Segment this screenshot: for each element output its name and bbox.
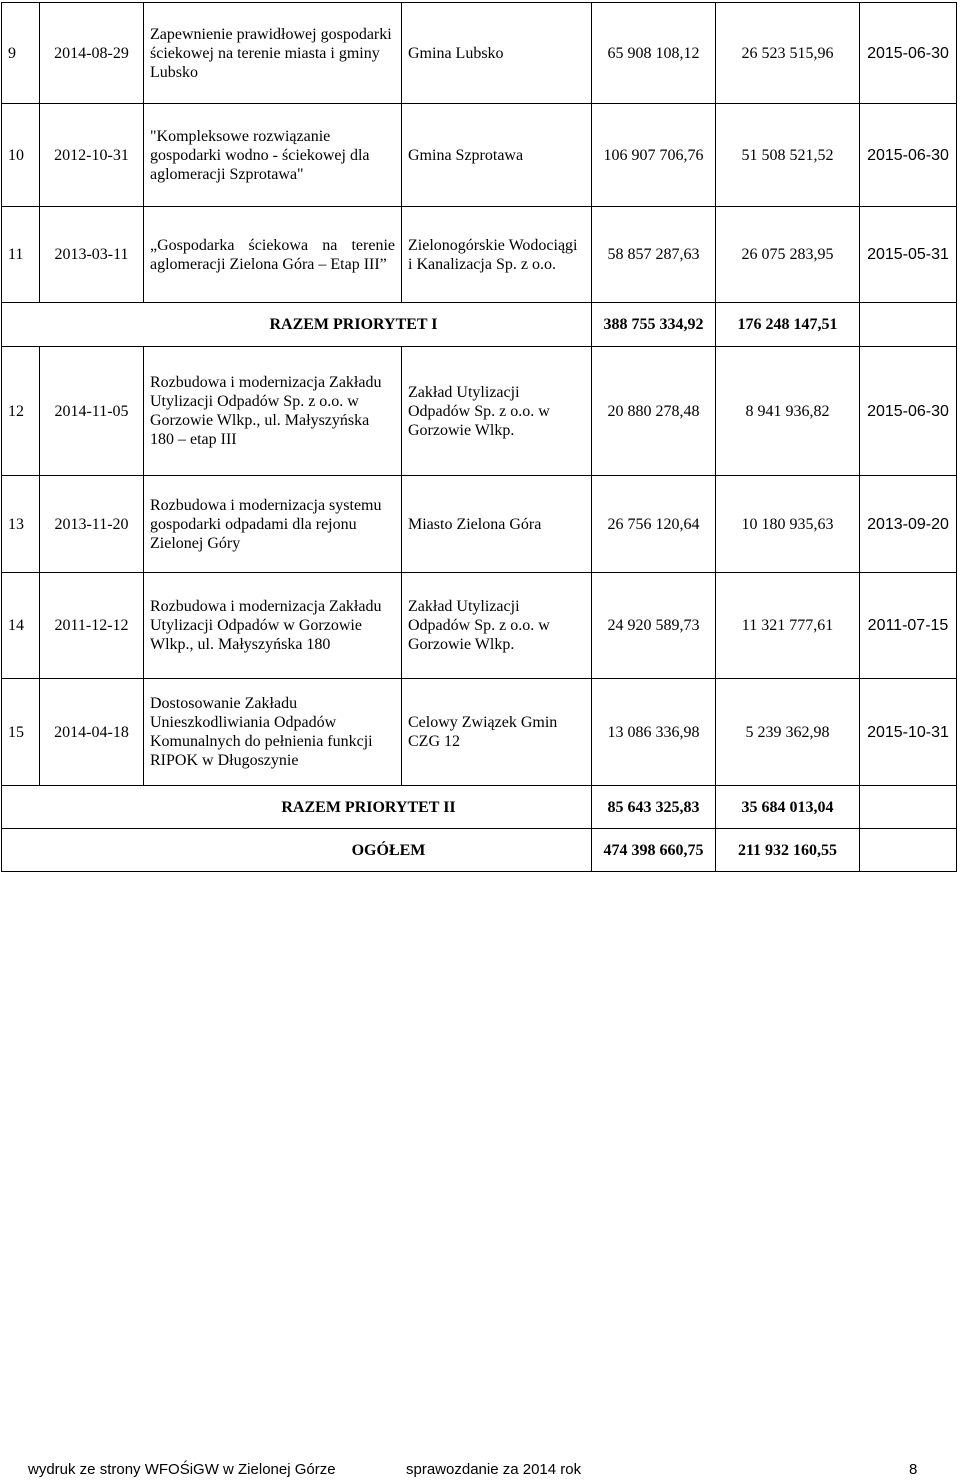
row-date: 2013-03-11 [40, 207, 144, 303]
funding-value: 51 508 521,52 [716, 104, 860, 207]
summary-label: RAZEM PRIORYTET I [2, 303, 592, 347]
page-footer [0, 1461, 960, 1481]
project-name: Rozbudowa i modernizacja Zakładu Utylizacji Odpadów Sp. z o.o. w Gorzowie Wlkp., ul. Małyszyńska 180 – etap III [144, 347, 402, 476]
end-date: 2015-06-30 [860, 104, 957, 207]
row-date: 2014-04-18 [40, 679, 144, 786]
table-row [2, 573, 957, 679]
table-row [2, 679, 957, 786]
summary-empty-cell [860, 829, 957, 872]
total-value: 24 920 589,73 [592, 573, 716, 679]
row-date: 2014-08-29 [40, 3, 144, 104]
summary-empty-cell [860, 786, 957, 829]
total-value: 26 756 120,64 [592, 476, 716, 573]
row-date: 2012-10-31 [40, 104, 144, 207]
table-row [2, 104, 957, 207]
row-number: 14 [2, 573, 40, 679]
beneficiary: Gmina Lubsko [402, 3, 592, 104]
beneficiary: Zakład Utylizacji Odpadów Sp. z o.o. w Gorzowie Wlkp. [402, 573, 592, 679]
beneficiary: Zielonogórskie Wodociągi i Kanalizacja Sp. z o.o. [402, 207, 592, 303]
funding-value: 5 239 362,98 [716, 679, 860, 786]
row-number: 12 [2, 347, 40, 476]
row-number: 11 [2, 207, 40, 303]
funding-value: 8 941 936,82 [716, 347, 860, 476]
project-name: „Gospodarka ściekowa na terenie aglomeracji Zielona Góra – Etap III” [144, 207, 402, 303]
total-value: 65 908 108,12 [592, 3, 716, 104]
end-date: 2015-06-30 [860, 3, 957, 104]
total-value: 58 857 287,63 [592, 207, 716, 303]
summary-empty-cell [860, 303, 957, 347]
table-row [2, 207, 957, 303]
summary-label: RAZEM PRIORYTET II [2, 786, 592, 829]
funding-value: 11 321 777,61 [716, 573, 860, 679]
row-date: 2014-11-05 [40, 347, 144, 476]
grand-total-label: OGÓŁEM [2, 829, 592, 872]
summary-total: 85 643 325,83 [592, 786, 716, 829]
total-value: 20 880 278,48 [592, 347, 716, 476]
grand-total-value: 474 398 660,75 [592, 829, 716, 872]
row-number: 13 [2, 476, 40, 573]
end-date: 2015-10-31 [860, 679, 957, 786]
table-row [2, 476, 957, 573]
row-date: 2013-11-20 [40, 476, 144, 573]
end-date: 2011-07-15 [860, 573, 957, 679]
row-number: 15 [2, 679, 40, 786]
table-row [2, 3, 957, 104]
summary-total: 388 755 334,92 [592, 303, 716, 347]
total-value: 106 907 706,76 [592, 104, 716, 207]
end-date: 2013-09-20 [860, 476, 957, 573]
beneficiary: Miasto Zielona Góra [402, 476, 592, 573]
page-number: 8 [909, 1461, 918, 1478]
funding-value: 26 523 515,96 [716, 3, 860, 104]
summary-funding: 176 248 147,51 [716, 303, 860, 347]
projects-table [1, 2, 957, 872]
funding-value: 26 075 283,95 [716, 207, 860, 303]
footer-report: sprawozdanie za 2014 rok [406, 1461, 582, 1478]
footer-source: wydruk ze strony WFOŚiGW w Zielonej Górze [28, 1461, 336, 1478]
row-number: 9 [2, 3, 40, 104]
summary-row-priority-2 [2, 786, 957, 829]
project-name: Zapewnienie prawidłowej gospodarki ściekowej na terenie miasta i gminy Lubsko [144, 3, 402, 104]
end-date: 2015-06-30 [860, 347, 957, 476]
project-name: Dostosowanie Zakładu Unieszkodliwiania Odpadów Komunalnych do pełnienia funkcji RIPOK w Długoszynie [144, 679, 402, 786]
project-name: Rozbudowa i modernizacja Zakładu Utylizacji Odpadów w Gorzowie Wlkp., ul. Małyszyńska 180 [144, 573, 402, 679]
beneficiary: Celowy Związek Gmin CZG 12 [402, 679, 592, 786]
beneficiary: Gmina Szprotawa [402, 104, 592, 207]
row-number: 10 [2, 104, 40, 207]
beneficiary: Zakład Utylizacji Odpadów Sp. z o.o. w Gorzowie Wlkp. [402, 347, 592, 476]
summary-row-priority-1 [2, 303, 957, 347]
grand-total-row [2, 829, 957, 872]
funding-value: 10 180 935,63 [716, 476, 860, 573]
grand-total-funding: 211 932 160,55 [716, 829, 860, 872]
summary-funding: 35 684 013,04 [716, 786, 860, 829]
end-date: 2015-05-31 [860, 207, 957, 303]
project-name: "Kompleksowe rozwiązanie gospodarki wodno - ściekowej dla aglomeracji Szprotawa" [144, 104, 402, 207]
total-value: 13 086 336,98 [592, 679, 716, 786]
row-date: 2011-12-12 [40, 573, 144, 679]
project-name: Rozbudowa i modernizacja systemu gospodarki odpadami dla rejonu Zielonej Góry [144, 476, 402, 573]
table-row [2, 347, 957, 476]
